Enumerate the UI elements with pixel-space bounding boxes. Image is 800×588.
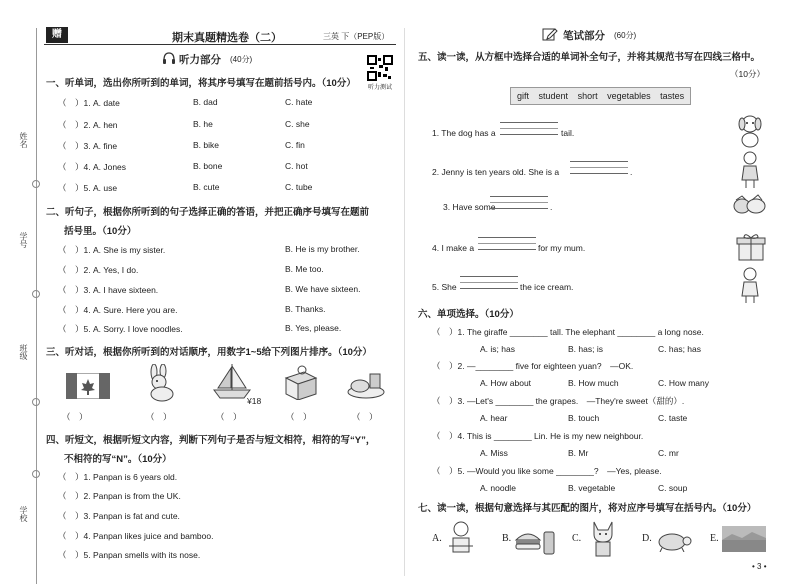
s6-q1[interactable]: （ ）1. The giraffe ________ tall. The elephant ________ a long nose. [432, 327, 704, 337]
s1-q2-b: B. he [193, 119, 213, 129]
rabbit-icon [142, 364, 178, 402]
s1-q3[interactable]: （ ）3. A. fine [58, 141, 118, 151]
s6-q5[interactable]: （ ）5. —Would you like some ________? —Yes, please. [432, 466, 662, 476]
s6-q2[interactable]: （ ）2. —________ five for eighteen yuan? —OK. [432, 361, 634, 371]
s5-q5-text: 5. She [432, 282, 457, 292]
s6-q2-b: B. How much [568, 378, 619, 388]
s1-q5[interactable]: （ ）5. A. use [58, 183, 118, 193]
qr-caption: 听力测试 [368, 85, 393, 91]
binding-hole [32, 398, 40, 406]
headphones-icon [162, 52, 176, 65]
s1-q2[interactable]: （ ）2. A. hen [58, 120, 118, 130]
s1-q5-b: B. cute [193, 182, 220, 192]
writing-title: 笔试部分 [563, 30, 605, 42]
s1-q3-c: C. fin [285, 140, 305, 150]
page-title: 期末真题精选卷（二） [172, 32, 282, 44]
vegetables-icon [732, 194, 768, 216]
s4-title: 四、听短文，根据听短文内容，判断下列句子是否与短文相符，相符的写“Y”， [46, 435, 376, 446]
margin-line [36, 28, 37, 584]
s1-q4-c: C. hot [285, 161, 308, 171]
s1-q3-b: B. bike [193, 140, 219, 150]
s5-score: （10分） [730, 69, 765, 79]
s6-q3[interactable]: （ ）3. —Let's ________ the grapes. —They're sweet（甜的）. [432, 396, 685, 406]
s4-q3[interactable]: （ ）3. Panpan is fat and cute. [58, 511, 180, 521]
s6-q1-b: B. has; is [568, 344, 603, 354]
landscape-photo-icon [722, 526, 766, 552]
s4-q5[interactable]: （ ）5. Panpan smells with its nose. [58, 550, 201, 560]
s2-q2-b: B. Me too. [285, 264, 324, 274]
gift-icon [736, 232, 766, 262]
s2-q5-a[interactable]: （ ）5. A. Sorry. I love noodles. [58, 324, 183, 334]
s6-q3-b: B. touch [568, 413, 600, 423]
s1-title: 一、听单词，选出你所听到的单词，将其序号填写在题前括号内。（10分） [46, 78, 356, 89]
s1-q4[interactable]: （ ）4. A. Jones [58, 162, 127, 172]
s1-q1-c: C. hate [285, 97, 313, 107]
s7-label-b: B. [502, 533, 512, 544]
s6-q3-a: A. hear [480, 413, 508, 423]
s6-q5-a: A. noodle [480, 483, 516, 493]
qr-code-icon[interactable] [367, 55, 393, 81]
margin-school-label: 学校 [19, 506, 28, 522]
s6-q4[interactable]: （ ）4. This is ________ Lin. He is my new neighbour. [432, 431, 644, 441]
girl-student-icon [738, 150, 762, 190]
canada-flag-icon [66, 373, 110, 399]
gift-badge: 赠 [46, 27, 68, 43]
s5-q1-text: 1. The dog has a [432, 128, 496, 138]
s5-q3-text: 3. Have some [443, 202, 496, 212]
s5-q2-writing-lines[interactable] [570, 159, 628, 177]
s6-q1-a: A. is; has [480, 344, 515, 354]
s3-blank-2[interactable]: （ ） [146, 412, 172, 422]
s3-blank-5[interactable]: （ ） [352, 412, 378, 422]
s5-q3-writing-lines[interactable] [490, 194, 548, 212]
s2-q1-a[interactable]: （ ）1. A. She is my sister. [58, 245, 166, 255]
binding-hole [32, 290, 40, 298]
word-student: student [538, 91, 569, 101]
s6-q2-a: A. How about [480, 378, 532, 388]
s5-q4-text: 4. I make a [432, 243, 475, 253]
s5-title: 五、读一读，从方框中选择合适的单词补全句子，并将其规范书写在四线三格中。 [418, 52, 761, 63]
s5-q2-text: 2. Jenny is ten years old. She is a [432, 167, 560, 177]
s6-q4-a: A. Miss [480, 448, 508, 458]
binding-hole [32, 180, 40, 188]
s6-q4-b: B. Mr [568, 448, 589, 458]
s7-title: 七、读一读，根据句意选择与其匹配的图片，将对应序号填写在括号内。（10分） [418, 503, 757, 514]
s2-title: 二、听句子，根据你所听到的句子选择正确的答语，并把正确序号填写在题前 [46, 207, 370, 218]
s5-q1-writing-lines[interactable] [500, 120, 558, 138]
cat-icon [588, 518, 618, 558]
s3-title: 三、听对话，根据你所听到的对话顺序，用数字1~5给下列图片排序。（10分） [46, 347, 372, 358]
s5-q5-writing-lines[interactable] [460, 274, 518, 292]
s2-q3-b: B. We have sixteen. [285, 284, 361, 294]
word-short: short [577, 91, 598, 101]
s1-q2-c: C. she [285, 119, 310, 129]
s2-q1-b: B. He is my brother. [285, 244, 360, 254]
binding-hole [32, 470, 40, 478]
s1-q4-b: B. bone [193, 161, 223, 171]
margin-name-label: 姓名 [19, 132, 28, 148]
s5-q4-end: for my mum. [538, 243, 586, 253]
s7-label-a: A. [432, 533, 442, 544]
s3-blank-4[interactable]: （ ） [286, 412, 312, 422]
s5-q1-end: tail. [561, 128, 575, 138]
s7-label-c: C. [572, 533, 582, 544]
s1-q1-b: B. dad [193, 97, 218, 107]
s5-q4-writing-lines[interactable] [478, 235, 536, 253]
margin-class-label: 班级 [19, 344, 28, 360]
burger-drink-icon [514, 526, 558, 556]
word-box [510, 87, 691, 105]
price-label: ¥18 [247, 396, 262, 406]
s4-title-cont: 不相符的写“N”。（10分） [64, 454, 172, 465]
s7-label-e: E. [710, 533, 719, 544]
s3-blank-3[interactable]: （ ） [216, 412, 242, 422]
s4-q4[interactable]: （ ）4. Panpan likes juice and bamboo. [58, 531, 214, 541]
dog-icon [736, 114, 764, 148]
s3-blank-1[interactable]: （ ） [62, 412, 88, 422]
girl-reading-icon [446, 520, 476, 556]
s6-q3-c: C. taste [658, 413, 688, 423]
word-vegetables: vegetables [607, 91, 651, 101]
s6-title: 六、单项选择。（10分） [418, 309, 519, 320]
s2-title-cont: 括号里。（10分） [64, 226, 137, 237]
header-rule [44, 44, 396, 45]
column-divider [404, 28, 405, 576]
s6-q5-c: C. soup [658, 483, 688, 493]
s6-q2-c: C. How many [658, 378, 710, 388]
s1-q5-c: C. tube [285, 182, 313, 192]
listening-score: (40分) [230, 55, 253, 64]
s1-q1[interactable]: （ ）1. A. date [58, 98, 120, 108]
s2-q4-a[interactable]: （ ）4. A. Sure. Here you are. [58, 305, 178, 315]
s2-q5-b: B. Yes, please. [285, 323, 342, 333]
food-plate-icon [346, 368, 386, 400]
s2-q4-b: B. Thanks. [285, 304, 326, 314]
s2-q3-a[interactable]: （ ）3. A. I have sixteen. [58, 285, 159, 295]
margin-number-label: 学号 [19, 232, 28, 248]
word-gift: gift [517, 91, 530, 101]
s6-q1-c: C. has; has [658, 344, 701, 354]
s2-q2-a[interactable]: （ ）2. A. Yes, I do. [58, 265, 139, 275]
s5-q3-end: . [550, 202, 553, 212]
turtle-icon [654, 528, 694, 552]
s5-q2-end: . [630, 167, 633, 177]
writing-score: (60分) [614, 31, 637, 40]
s4-q1[interactable]: （ ）1. Panpan is 6 years old. [58, 472, 178, 482]
s4-q2[interactable]: （ ）2. Panpan is from the UK. [58, 491, 181, 501]
grade-label: 三英 下（PEP版） [323, 32, 390, 41]
s5-q5-end: the ice cream. [520, 282, 574, 292]
word-tastes: tastes [660, 91, 685, 101]
s7-label-d: D. [642, 533, 652, 544]
s6-q4-c: C. mr [658, 448, 679, 458]
girl-icecream-icon [738, 266, 762, 304]
page-number: • 3 • [752, 562, 767, 571]
gift-box-icon [280, 364, 320, 400]
listening-title: 听力部分 [179, 54, 221, 66]
s6-q5-b: B. vegetable [568, 483, 616, 493]
pencil-icon [542, 27, 558, 41]
